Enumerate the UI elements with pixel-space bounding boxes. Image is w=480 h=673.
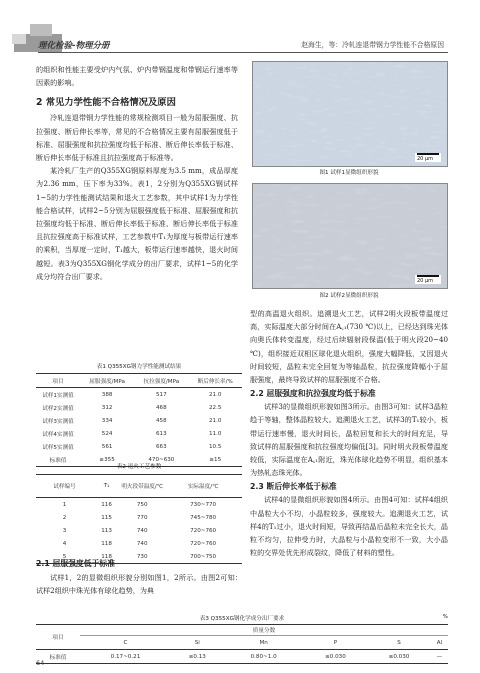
table3-cell: 0.80~1.0 <box>250 653 277 660</box>
table2 <box>36 474 242 564</box>
table1-cell: 21.0 <box>209 391 222 398</box>
table2-cell: 115 <box>101 514 112 521</box>
section-2-paragraph-2: 某冷轧厂生产的Q355XG钢原料厚度为3.5 mm，成品厚度为2.36 mm，压下率为33%。表1，2分别为Q355XG钢试样1~5的力学性能测试结果和退火工艺参数，其中试样1为力学性能合格试样，试样2~5分别为屈服强度低于标准、屈服强度和抗拉强度均低于标准、断后伸长率低于标准、断后伸长率低于标准且抗拉强度高于标准试样，工艺参数中T₁为厚度与板带运行速率的乘积，当厚度一定时，T₁越大，板带运行速率越快，退火时间越短。表3为Q355XG钢化学成分的出厂要求，试样1~5的化学成分均符合出厂要求。 <box>36 166 238 281</box>
section-2-paragraph-1: 冷轧连退带钢力学性能的常规检测项目一般为屈服强度、抗拉强度、断后伸长率等，常见的不合格情况主要有屈服强度低于标准、屈服强度和抗拉强度均低于标准、断后伸长率低于标准、断后伸长率低于标准且抗拉强度高于标准等。 <box>36 113 238 163</box>
header-rule <box>38 52 448 53</box>
table-row <box>36 498 242 512</box>
table3-cell: ≤0.030 <box>325 653 346 660</box>
section-2-heading: 2 常见力学性能不合格情况及原因 <box>36 97 176 109</box>
figure-2-caption: 图2 试样2显微组织形貌 <box>319 293 379 299</box>
right-column-text <box>250 307 448 559</box>
table-row <box>36 537 242 550</box>
table1-cell: 10.5 <box>209 443 222 450</box>
micrograph-figure-2 <box>252 183 448 289</box>
table3-cell: — <box>436 653 443 660</box>
table1-cell: 613 <box>156 430 167 437</box>
table-row <box>36 524 242 537</box>
page-number: 64 <box>36 659 45 667</box>
table1-cell: 21.0 <box>209 417 222 424</box>
figure-1-caption: 图1 试样1显微组织形貌 <box>319 170 379 176</box>
table3-row-label: 标准值 <box>49 654 67 661</box>
table2-header: T₁ <box>103 483 110 489</box>
figure-2-scale-bar: 20 μm <box>415 275 441 284</box>
section-2-2-heading: 2.2 屈服强度和抗拉强度均低于标准 <box>250 389 376 399</box>
section-2-3-heading: 2.3 断后伸长率低于标准 <box>250 482 337 492</box>
table3-element-header: Al <box>436 639 443 646</box>
table2-cell: 5 <box>62 553 67 560</box>
table1-header: 抗拉强度/MPa <box>143 378 180 385</box>
table1-cell: 试样1实测值 <box>42 392 74 399</box>
table3-group-header: 质量分数 <box>80 625 448 636</box>
table3-element-header: P <box>333 639 338 646</box>
table3-row-label-header: 项目 <box>36 625 80 650</box>
table1-cell: 标准值 <box>49 457 67 464</box>
micrograph-figure-1 <box>252 61 448 167</box>
table2-cell: 4 <box>62 540 67 547</box>
figure-1-scale-bar: 20 μm <box>415 153 441 162</box>
table2-cell: 750 <box>136 501 148 508</box>
table3-cell: ≤0.13 <box>188 653 206 660</box>
section-2-1-continued: 型的高温退火组织。追溯退火工艺，试样2明火段板带温度过高，实际温度大部分时间在A꜀₁(730 ℃)以上，已经达到珠光体向奥氏体转变温度，经过后续辐射段保温(低于明火段20~40 ℃)，组织接近双相区球化退火组织，强度大幅降低，又因退火时间较短，晶粒未完全回复为等轴晶粒，抗拉强度降幅小于屈服强度，最终导致试样的屈服强度不合格。 <box>250 309 448 385</box>
table1-cell: 468 <box>156 404 167 411</box>
table1-header: 断后伸长率/% <box>197 378 233 385</box>
section-2-1-heading: 2.1 屈服强度低于标准 <box>36 559 115 568</box>
table2-cell: 1 <box>62 501 67 508</box>
table3-element-header: S <box>397 639 401 646</box>
table1-cell: 517 <box>156 391 167 398</box>
section-2-3-paragraph: 试样4的显微组织形貌如图4所示。由图4可知：试样4组织中晶粒大小不均，小晶粒较多，强度较大。追溯退火工艺，试样4的T₁过小，退火时间短，导致再结晶后晶粒未完全长大，晶粒不均匀，拉伸受力时，大晶粒与小晶粒变形不一致，大小晶粒的交界处优先形成裂纹，降低了材料的塑性。 <box>250 495 448 558</box>
table2-cell: 730~770 <box>190 501 217 508</box>
table1-cell: 试样4实测值 <box>42 431 74 438</box>
table1-cell: 22.5 <box>209 404 222 411</box>
section-2-1 <box>36 558 242 597</box>
table2-cell: 118 <box>101 553 112 560</box>
running-title: 赵海生，等：冷轧连退带钢力学性能不合格原因 <box>301 41 444 49</box>
table-row <box>36 401 242 414</box>
table2-cell: 770 <box>136 514 148 521</box>
table3-cell: 0.17~0.21 <box>110 653 141 660</box>
table-row <box>36 650 448 664</box>
left-column <box>36 63 238 283</box>
table1-cell: 312 <box>101 404 113 411</box>
table1-cell: 试样3实测值 <box>42 418 74 425</box>
table2-caption: 表2 退火工艺参数 <box>116 464 162 470</box>
table1-cell: ≥15 <box>209 456 222 463</box>
table-row <box>36 511 242 524</box>
table1-cell: 334 <box>101 417 113 424</box>
table3-caption: 表3 Q355XG钢化学成分出厂要求 <box>199 616 285 622</box>
table1-cell: 470~630 <box>148 456 175 463</box>
table2-cell: 720~760 <box>190 527 217 534</box>
table2-cell: 740 <box>136 540 148 547</box>
table1-cell: 458 <box>156 417 167 424</box>
table1-cell: 11.0 <box>209 430 222 437</box>
table1-cell: 524 <box>101 430 113 437</box>
table1-header: 屈服强度/MPa <box>89 378 125 385</box>
table1-caption: 表1 Q355XG钢力学性能测试结果 <box>96 364 182 370</box>
table-row <box>36 440 242 453</box>
table2-cell: 118 <box>101 540 112 547</box>
section-2-2-paragraph: 试样3的显微组织形貌如图3所示。由图3可知：试样3晶粒趋于等轴，整体晶粒较大。追溯退火工艺，试样3的T₁较小，板带运行速率慢，退火时间长，晶粒回复和长大的时间充足，导致试样的屈服强度和抗拉强度均偏低[3]。同时明火段板带温度较低，实际温度在A꜀₁附近，珠光体球化趋势不明显，组织基本为热轧态珠光体。 <box>250 402 448 478</box>
table1-cell: 561 <box>101 443 113 450</box>
table2-cell: 740 <box>136 527 148 534</box>
table1-cell: 388 <box>101 391 113 398</box>
journal-title: 理化检验-物理分册 <box>38 41 110 51</box>
table2-cell: 730 <box>136 553 148 560</box>
table3-element-header: Si <box>194 639 200 646</box>
table-row <box>36 427 242 440</box>
table2-cell: 2 <box>62 514 67 521</box>
table1-header: 项目 <box>52 378 64 385</box>
table2-cell: 3 <box>62 527 67 534</box>
table2-header: 明火段带温度/℃ <box>121 484 164 490</box>
table2-cell: 700~750 <box>190 553 217 560</box>
intro-text: 的组织和性能主要受炉内气氛、炉内带钢温度和带钢运行速率等因素的影响。 <box>36 65 238 88</box>
table1-cell: 试样5实测值 <box>42 444 74 451</box>
table1-cell: 试样2实测值 <box>42 405 74 412</box>
table2-cell: 113 <box>101 527 112 534</box>
table3-element-header: Mn <box>259 639 268 646</box>
section-2-1-paragraph: 试样1，2的显微组织形貌分别如图1，2所示。由图2可知：试样2组织中珠光体有球化趋势，为典 <box>36 573 242 596</box>
table2-header: 实际温度/℃ <box>187 484 219 490</box>
table3 <box>36 624 448 664</box>
table2-header: 试样编号 <box>53 484 76 490</box>
table3-unit: % <box>442 614 448 620</box>
table2-cell: 720~760 <box>190 540 217 547</box>
table-row <box>36 388 242 402</box>
table-row <box>36 414 242 427</box>
table2-cell: 116 <box>101 501 112 508</box>
table1-cell: ≥355 <box>99 456 115 463</box>
table1-cell: 663 <box>156 443 167 450</box>
table3-cell: ≤0.030 <box>388 653 410 660</box>
table1 <box>36 373 242 467</box>
table3-element-header: C <box>123 639 128 646</box>
table2-cell: 745~780 <box>190 514 217 521</box>
